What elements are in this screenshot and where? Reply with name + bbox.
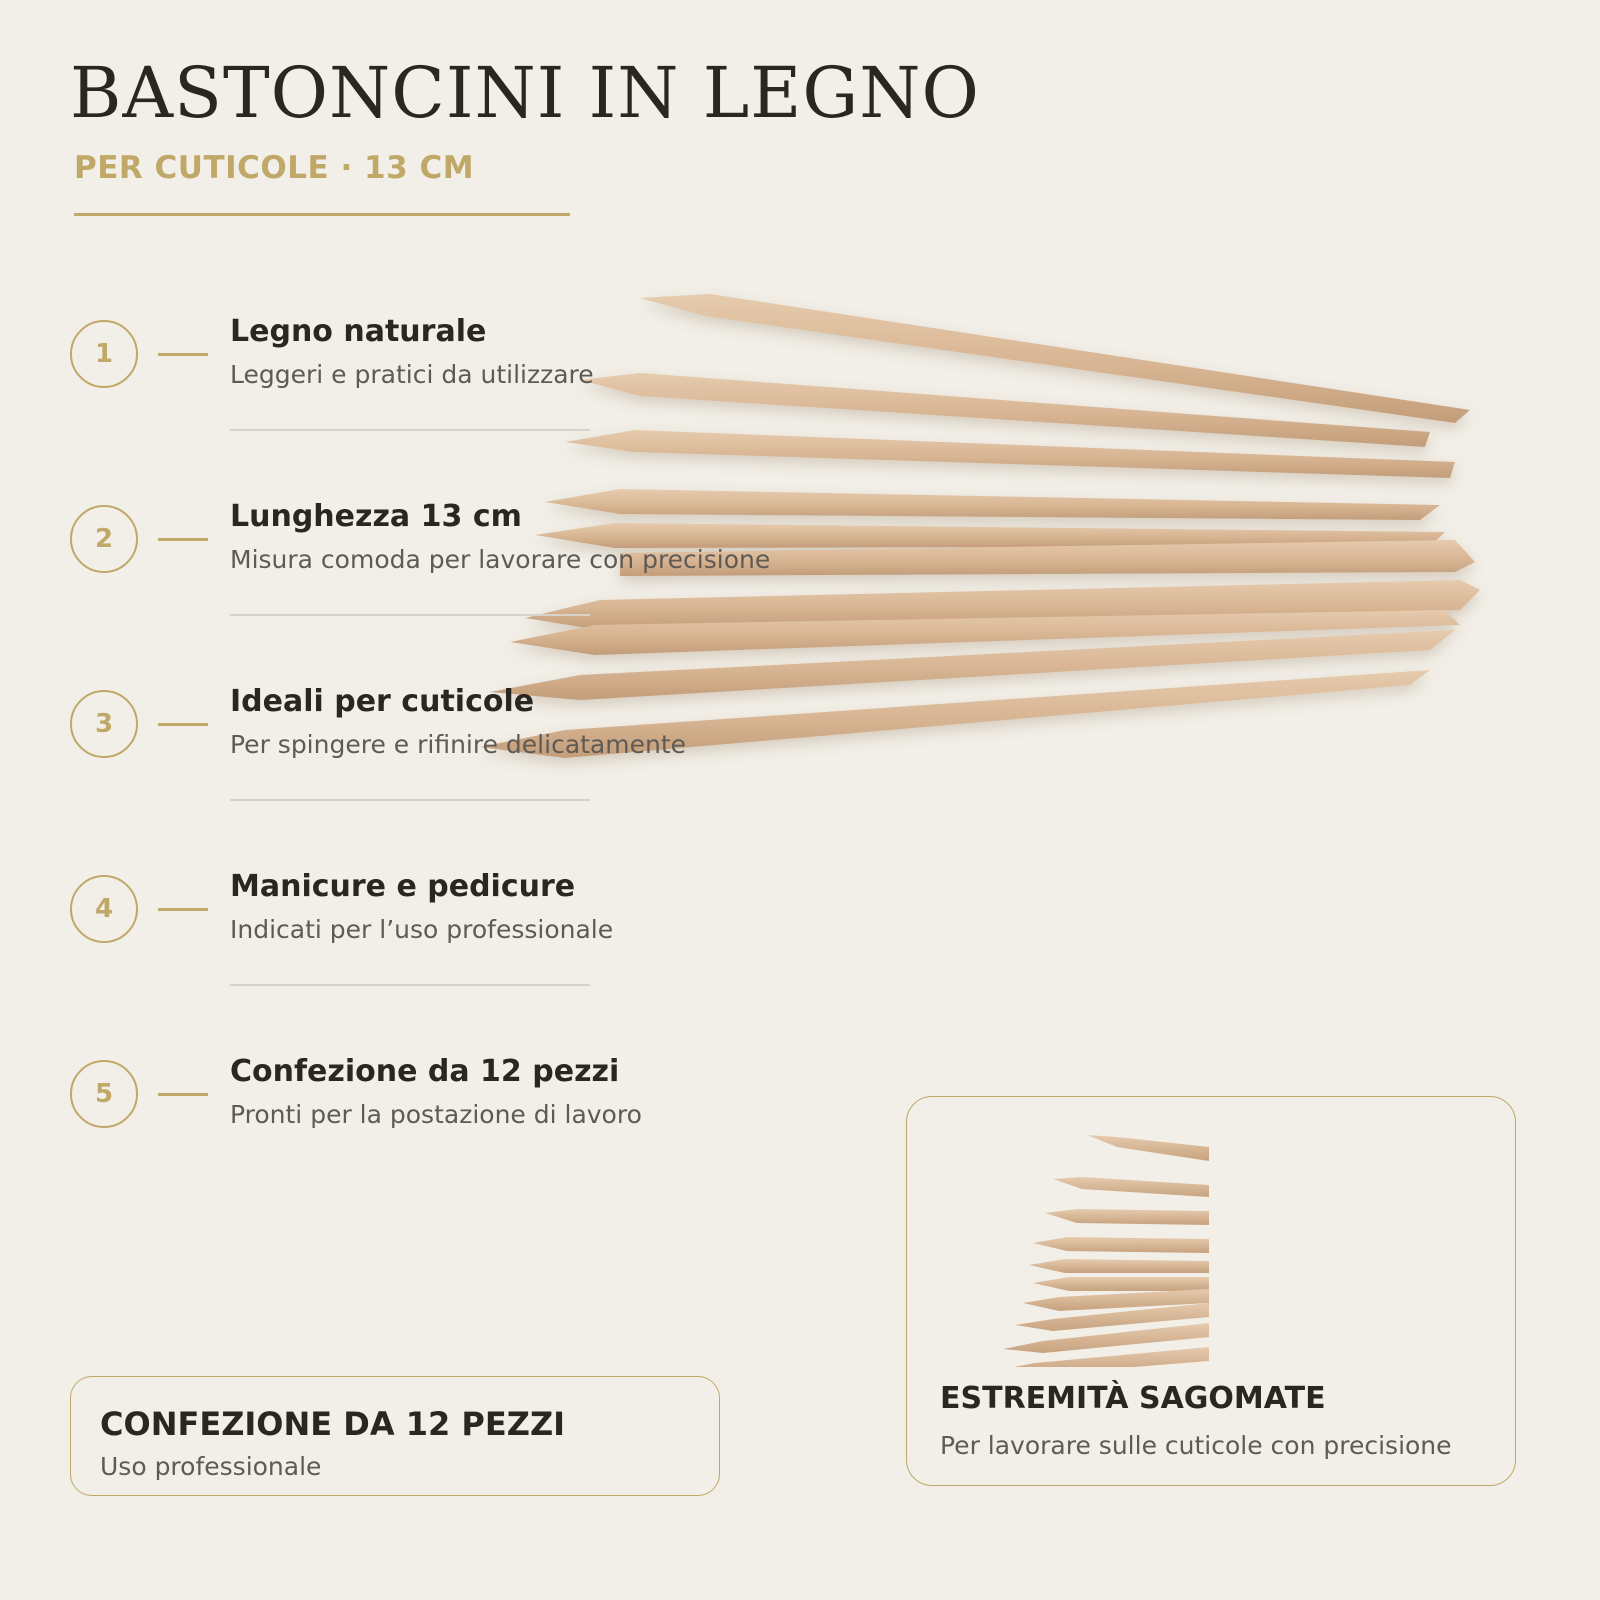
feature-divider <box>230 799 590 801</box>
title-divider <box>74 213 570 216</box>
number-badge: 1 <box>70 320 138 388</box>
feature-divider <box>230 614 590 616</box>
feature-description: Indicati per l’uso professionale <box>230 915 614 944</box>
feature-item <box>70 499 830 645</box>
feature-title: Manicure e pedicure <box>230 869 576 904</box>
feature-description: Misura comoda per lavorare con precisione <box>230 545 771 574</box>
connector-line <box>158 908 208 911</box>
tips-info-box <box>906 1096 1516 1486</box>
pack-info-box <box>70 1376 720 1496</box>
feature-divider <box>230 429 590 431</box>
pack-box-title: CONFEZIONE DA 12 PEZZI <box>100 1405 566 1443</box>
feature-title: Lunghezza 13 cm <box>230 499 522 534</box>
page-title: BASTONCINI IN LEGNO <box>70 52 980 134</box>
number-badge: 4 <box>70 875 138 943</box>
feature-item <box>70 869 830 1015</box>
stick-tips-image <box>987 1127 1209 1367</box>
number-badge: 3 <box>70 690 138 758</box>
connector-line <box>158 1093 208 1096</box>
feature-divider <box>230 984 590 986</box>
feature-title: Ideali per cuticole <box>230 684 535 719</box>
number-badge: 5 <box>70 1060 138 1128</box>
feature-item <box>70 1054 830 1200</box>
connector-line <box>158 353 208 356</box>
feature-title: Legno naturale <box>230 314 487 349</box>
feature-description: Pronti per la postazione di lavoro <box>230 1100 642 1129</box>
feature-item <box>70 684 830 830</box>
feature-title: Confezione da 12 pezzi <box>230 1054 620 1089</box>
tips-box-description: Per lavorare sulle cuticole con precisione <box>940 1431 1452 1460</box>
page-subtitle: PER CUTICOLE · 13 CM <box>74 150 475 186</box>
feature-item <box>70 314 830 460</box>
number-badge: 2 <box>70 505 138 573</box>
feature-description: Per spingere e rifinire delicatamente <box>230 730 687 759</box>
tips-box-title: ESTREMITÀ SAGOMATE <box>940 1381 1326 1416</box>
connector-line <box>158 538 208 541</box>
connector-line <box>158 723 208 726</box>
pack-box-description: Uso professionale <box>100 1452 322 1481</box>
feature-description: Leggeri e pratici da utilizzare <box>230 360 594 389</box>
